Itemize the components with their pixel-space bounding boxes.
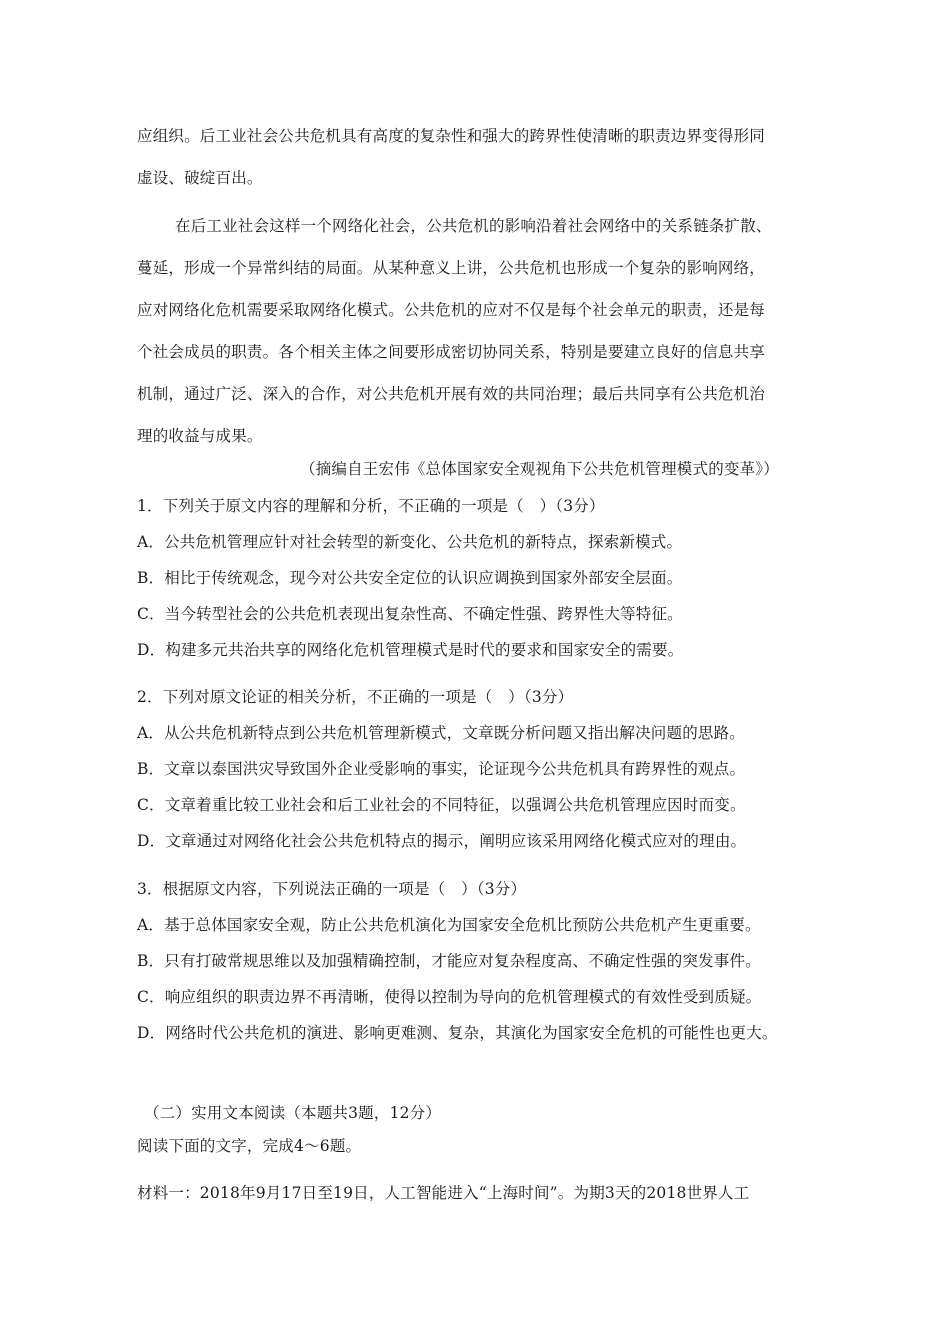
answer-option: C．响应组织的职责边界不再清晰，使得以控制为导向的危机管理模式的有效性受到质疑。: [137, 988, 762, 1006]
section-instruction: 阅读下面的文字，完成4～6题。: [137, 1137, 362, 1155]
answer-option: A．公共危机管理应针对社会转型的新变化、公共危机的新特点，探索新模式。: [137, 533, 683, 551]
question-stem: 1．下列关于原文内容的理解和分析，不正确的一项是（ ）（3分）: [137, 497, 605, 515]
passage-line: 应对网络化危机需要采取网络化模式。公共危机的应对不仅是每个社会单元的职责，还是每: [137, 301, 766, 319]
passage-line: 机制，通过广泛、深入的合作，对公共危机开展有效的共同治理；最后共同享有公共危机治: [137, 385, 766, 403]
answer-option: C．当今转型社会的公共危机表现出复杂性高、不确定性强、跨界性大等特征。: [137, 605, 683, 623]
passage-line: 在后工业社会这样一个网络化社会，公共危机的影响沿着社会网络中的关系链条扩散、: [175, 217, 772, 235]
question-stem: 2．下列对原文论证的相关分析，不正确的一项是（ ）（3分）: [137, 688, 574, 706]
answer-option: A．从公共危机新特点到公共危机管理新模式，文章既分析问题又指出解决问题的思路。: [137, 724, 745, 742]
answer-option: B．相比于传统观念，现今对公共安全定位的认识应调换到国家外部安全层面。: [137, 569, 683, 587]
passage-line: 应组织。后工业社会公共危机具有高度的复杂性和强大的跨界性使清晰的职责边界变得形同: [137, 127, 766, 145]
section-heading: （二）实用文本阅读（本题共3题，12分）: [144, 1104, 442, 1122]
answer-option: D．构建多元共治共享的网络化危机管理模式是时代的要求和国家安全的需要。: [137, 641, 684, 659]
passage-line: 个社会成员的职责。各个相关主体之间要形成密切协同关系，特别是要建立良好的信息共享: [137, 343, 766, 361]
answer-option: B．只有打破常规思维以及加强精确控制，才能应对复杂程度高、不确定性强的突发事件。: [137, 952, 761, 970]
passage-line: 理的收益与成果。: [137, 427, 263, 445]
passage-line: 虚设、破绽百出。: [137, 169, 263, 187]
answer-option: B．文章以泰国洪灾导致国外企业受影响的事实，论证现今公共危机具有跨界性的观点。: [137, 760, 746, 778]
answer-option: A．基于总体国家安全观，防止公共危机演化为国家安全危机比预防公共危机产生更重要。: [137, 916, 761, 934]
answer-option: D．网络时代公共危机的演进、影响更难测、复杂，其演化为国家安全危机的可能性也更大。: [137, 1024, 778, 1042]
answer-option: D．文章通过对网络化社会公共危机特点的揭示，阐明应该采用网络化模式应对的理由。: [137, 832, 747, 850]
question-stem: 3．根据原文内容，下列说法正确的一项是（ ）（3分）: [137, 880, 527, 898]
answer-option: C．文章着重比较工业社会和后工业社会的不同特征，以强调公共危机管理应因时而变。: [137, 796, 746, 814]
material-line: 材料一：2018年9月17日至19日，人工智能进入“上海时间”。为期3天的2018世界人工: [137, 1184, 750, 1202]
passage-line: 蔓延，形成一个异常纠结的局面。从某种意义上讲，公共危机也形成一个复杂的影响网络，: [137, 259, 766, 277]
source-citation: （摘编自王宏伟《总体国家安全观视角下公共危机管理模式的变革》）: [300, 460, 779, 478]
